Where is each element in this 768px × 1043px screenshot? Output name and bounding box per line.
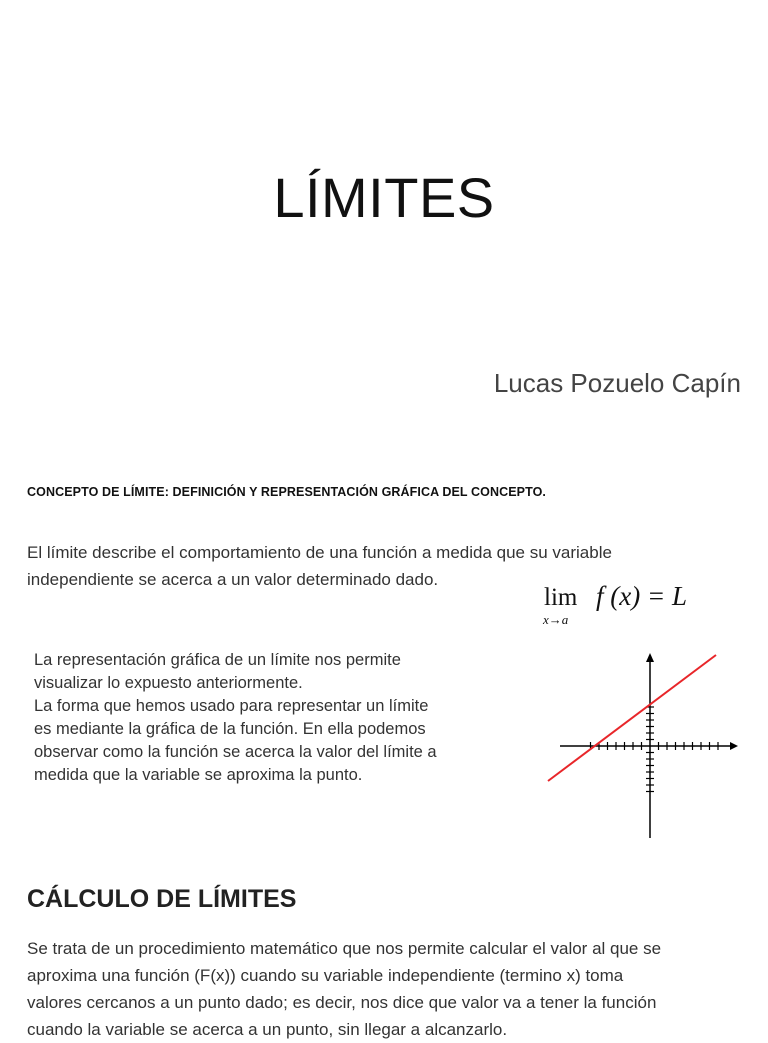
calc-line: Se trata de un procedimiento matemático que nos permite calcular el valor al que se bbox=[27, 939, 662, 958]
graph-text-line: medida que la variable se aproxima la punto. bbox=[34, 766, 363, 784]
graph-text-line: observar como la función se acerca la valor del límite a bbox=[34, 743, 437, 761]
formula-subscript: x→a bbox=[543, 612, 569, 627]
intro-line: El límite describe el comportamiento de una función a medida que su variable bbox=[27, 543, 612, 562]
concept-section-heading: CONCEPTO DE LÍMITE: DEFINICIÓN Y REPRESENTACIÓN GRÁFICA DEL CONCEPTO. bbox=[27, 485, 546, 499]
graph-text-line: La forma que hemos usado para representar un límite bbox=[34, 697, 429, 715]
graph-text-line: La representación gráfica de un límite nos permite bbox=[34, 651, 401, 669]
graph-function-line bbox=[548, 655, 716, 781]
graph-axes bbox=[560, 653, 738, 838]
formula-lim: lim bbox=[544, 584, 578, 611]
formula-expression: f (x) = L bbox=[596, 581, 687, 611]
intro-line: independiente se acerca a un valor determinado dado. bbox=[27, 570, 439, 589]
calc-line: valores cercanos a un punto dado; es decir, nos dice que valor va a tener la función bbox=[27, 993, 657, 1012]
x-axis-arrow bbox=[730, 742, 738, 750]
calc-paragraph bbox=[27, 935, 747, 1043]
calc-line: cuando la variable se acerca a un punto, sin llegar a alcanzarlo. bbox=[27, 1020, 508, 1039]
limit-formula bbox=[540, 578, 720, 630]
graph-text-line: visualizar lo expuesto anteriormente. bbox=[34, 674, 303, 692]
limit-graph bbox=[544, 650, 742, 840]
graph-text-line: es mediante la gráfica de la función. En ella podemos bbox=[34, 720, 426, 738]
graph-explanation-paragraph bbox=[34, 649, 514, 787]
y-axis-arrow bbox=[646, 653, 654, 662]
calc-section-heading: CÁLCULO DE LÍMITES bbox=[27, 885, 297, 913]
document-author: Lucas Pozuelo Capín bbox=[493, 368, 741, 398]
calc-line: aproxima una función (F(x)) cuando su variable independiente (termino x) toma bbox=[27, 966, 624, 985]
document-title: LÍMITES bbox=[273, 166, 495, 229]
graph-ticks bbox=[591, 707, 719, 792]
